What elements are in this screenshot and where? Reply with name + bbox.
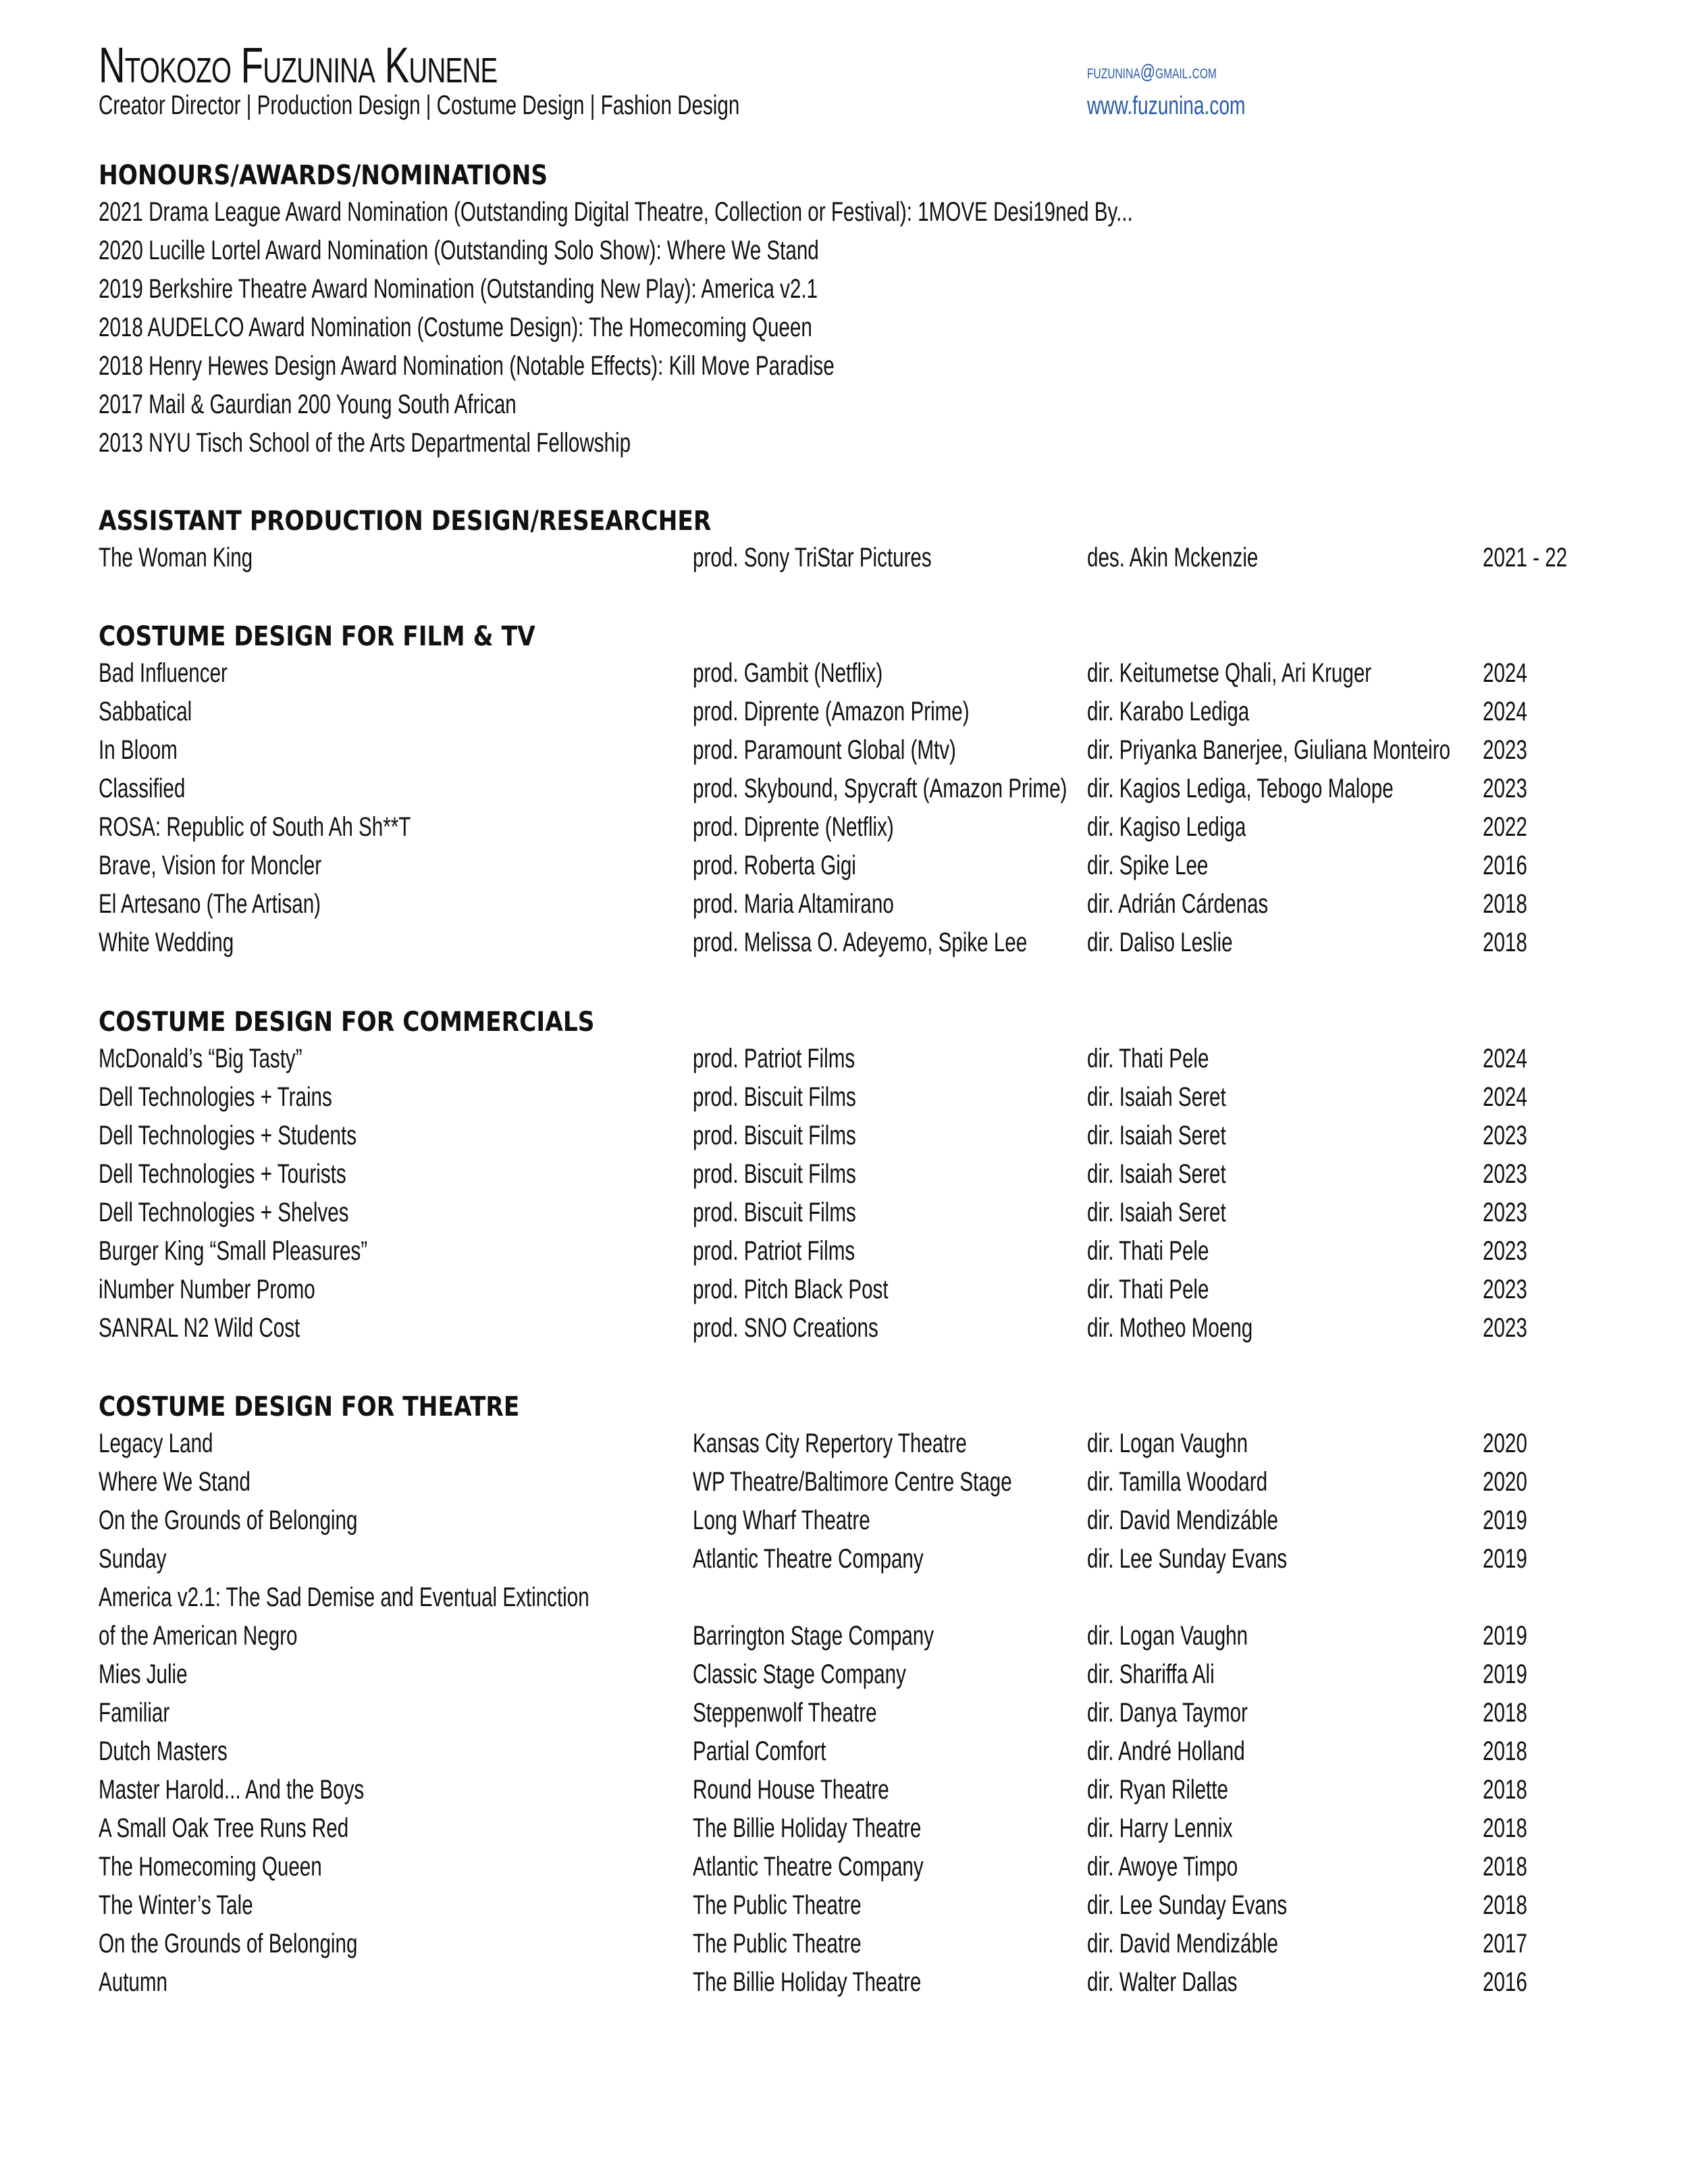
director-cell: dir. David Mendizáble [1087,1506,1278,1535]
director-cell: dir. Harry Lennix [1087,1813,1233,1843]
director-cell: dir. Thati Pele [1087,1044,1209,1073]
director-cell: dir. Walter Dallas [1087,1967,1238,1997]
year-cell: 2019 [1483,1659,1527,1689]
title-cell: Familiar [99,1698,170,1728]
title-cell: Where We Stand [99,1467,250,1497]
production-cell: prod. Patriot Films [693,1044,855,1073]
production-cell: Steppenwolf Theatre [693,1698,877,1728]
production-cell: Barrington Stage Company [693,1621,934,1651]
production-cell: Atlantic Theatre Company [693,1852,924,1882]
year-cell: 2024 [1483,1044,1527,1073]
credit-row [99,1540,1611,1578]
year-cell: 2023 [1483,1159,1527,1189]
director-cell: dir. Thati Pele [1087,1236,1209,1266]
year-cell: 2023 [1483,774,1527,803]
website-link[interactable]: www.fuzunina.com [1087,92,1246,120]
director-cell: dir. André Holland [1087,1736,1245,1766]
year-cell: 2018 [1483,1890,1527,1920]
title-cell: The Homecoming Queen [99,1852,322,1882]
film-tv-rows [99,654,1611,962]
title-cell: Brave, Vision for Moncler [99,851,322,880]
year-cell: 2019 [1483,1544,1527,1574]
director-cell: dir. Logan Vaughn [1087,1429,1248,1458]
year-cell: 2024 [1483,658,1527,688]
director-cell: dir. Keitumetse Qhali, Ari Kruger [1087,658,1372,688]
title-cell: Burger King “Small Pleasures” [99,1236,368,1266]
title-cell: Bad Influencer [99,658,228,688]
year-cell: 2023 [1483,735,1527,765]
production-cell: prod. Pitch Black Post [693,1275,889,1304]
year-cell: 2020 [1483,1467,1527,1497]
year-cell: 2018 [1483,1813,1527,1843]
production-cell: Atlantic Theatre Company [693,1544,924,1574]
credit-row [99,847,1611,885]
credit-row [99,1578,1611,1617]
honours-list [99,193,1611,462]
director-cell: dir. Isaiah Seret [1087,1198,1226,1227]
year-cell: 2020 [1483,1429,1527,1458]
title-cell: On the Grounds of Belonging [99,1506,358,1535]
title-cell: Autumn [99,1967,168,1997]
honour-item: 2020 Lucille Lortel Award Nomination (Outstanding Solo Show): Where We Stand [99,236,819,265]
title-cell: ROSA: Republic of South Ah Sh**T [99,812,411,842]
production-cell: The Public Theatre [693,1890,862,1920]
year-cell: 2016 [1483,1967,1527,1997]
director-cell: dir. Lee Sunday Evans [1087,1544,1288,1574]
credit-row [99,1155,1611,1194]
credit-row [99,885,1611,924]
production-cell: prod. Maria Altamirano [693,889,894,919]
commercials-rows [99,1040,1611,1348]
theatre-heading: COSTUME DESIGN FOR THEATRE [99,1391,520,1422]
year-cell: 2019 [1483,1621,1527,1651]
credit-row [99,1501,1611,1540]
director-cell: dir. Tamilla Woodard [1087,1467,1268,1497]
production-cell: prod. Skybound, Spycraft (Amazon Prime) [693,774,1067,803]
year-cell: 2024 [1483,1082,1527,1112]
credit-row [99,539,1611,577]
honour-item: 2018 Henry Hewes Design Award Nomination (Notable Effects): Kill Move Paradise [99,351,835,381]
credit-row [99,1963,1611,2002]
director-cell: dir. Daliso Leslie [1087,928,1233,957]
production-cell: Round House Theatre [693,1775,889,1805]
credit-row [99,1732,1611,1771]
title-cell: Legacy Land [99,1429,213,1458]
honour-item: 2017 Mail & Gaurdian 200 Young South African [99,390,517,419]
title-cell: Dell Technologies + Tourists [99,1159,346,1189]
production-cell: prod. Biscuit Films [693,1082,856,1112]
credit-row [99,693,1611,731]
director-cell: dir. Danya Taymor [1087,1698,1248,1728]
title-cell: of the American Negro [99,1621,298,1651]
title-cell: Dell Technologies + Students [99,1121,357,1150]
email-link[interactable]: fuzunina@gmail.com [1087,61,1217,83]
director-cell: dir. Ryan Rilette [1087,1775,1228,1805]
credit-row [99,1078,1611,1117]
production-cell: prod. Biscuit Films [693,1159,856,1189]
credit-row [99,1809,1611,1848]
assistant-heading: ASSISTANT PRODUCTION DESIGN/RESEARCHER [99,506,712,537]
title-cell: iNumber Number Promo [99,1275,315,1304]
year-cell: 2017 [1483,1929,1527,1959]
year-cell: 2018 [1483,1775,1527,1805]
title-cell: Sabbatical [99,697,192,726]
director-cell: dir. Spike Lee [1087,851,1209,880]
credit-row [99,1309,1611,1348]
theatre-rows [99,1424,1611,2002]
production-cell: prod. Biscuit Films [693,1121,856,1150]
director-cell: des. Akin Mckenzie [1087,543,1259,572]
director-cell: dir. Motheo Moeng [1087,1313,1253,1343]
director-cell: dir. Awoye Timpo [1087,1852,1238,1882]
production-cell: prod. Diprente (Amazon Prime) [693,697,970,726]
production-cell: Kansas City Repertory Theatre [693,1429,967,1458]
credit-row [99,1617,1611,1655]
honours-heading: HONOURS/AWARDS/NOMINATIONS [99,160,548,191]
title-cell: In Bloom [99,735,178,765]
theatre-section [99,1389,1611,2002]
honours-section [99,158,1611,462]
year-cell: 2018 [1483,1852,1527,1882]
year-cell: 2023 [1483,1198,1527,1227]
director-cell: dir. Isaiah Seret [1087,1121,1226,1150]
credit-row [99,1771,1611,1809]
assistant-section [99,504,1611,577]
production-cell: prod. Biscuit Films [693,1198,856,1227]
year-cell: 2016 [1483,851,1527,880]
title-cell: Classified [99,774,186,803]
credit-row [99,731,1611,770]
assistant-rows [99,539,1611,577]
year-cell: 2023 [1483,1236,1527,1266]
director-cell: dir. Priyanka Banerjee, Giuliana Monteiro [1087,735,1451,765]
credit-row [99,924,1611,962]
production-cell: WP Theatre/Baltimore Centre Stage [693,1467,1012,1497]
year-cell: 2018 [1483,928,1527,957]
title-cell: Dell Technologies + Trains [99,1082,332,1112]
credit-row [99,770,1611,808]
production-cell: Classic Stage Company [693,1659,906,1689]
year-cell: 2023 [1483,1275,1527,1304]
year-cell: 2019 [1483,1506,1527,1535]
production-cell: prod. Melissa O. Adeyemo, Spike Lee [693,928,1028,957]
credit-row [99,1925,1611,1963]
year-cell: 2023 [1483,1313,1527,1343]
title-cell: El Artesano (The Artisan) [99,889,321,919]
director-cell: dir. Kagios Lediga, Tebogo Malope [1087,774,1394,803]
title-cell: Dutch Masters [99,1736,228,1766]
title-cell: McDonald’s “Big Tasty” [99,1044,302,1073]
production-cell: The Billie Holiday Theatre [693,1967,922,1997]
year-cell: 2018 [1483,1736,1527,1766]
credit-row [99,1117,1611,1155]
production-cell: prod. Diprente (Netflix) [693,812,894,842]
title-cell: A Small Oak Tree Runs Red [99,1813,349,1843]
director-cell: dir. Isaiah Seret [1087,1082,1226,1112]
production-cell: prod. Roberta Gigi [693,851,856,880]
person-name: Ntokozo Fuzunina Kunene [99,37,498,93]
production-cell: prod. Sony TriStar Pictures [693,543,932,572]
title-cell: Dell Technologies + Shelves [99,1198,349,1227]
credit-row [99,1655,1611,1694]
credit-row [99,1194,1611,1232]
film-tv-heading: COSTUME DESIGN FOR FILM & TV [99,621,535,652]
credit-row [99,808,1611,847]
honour-item: 2013 NYU Tisch School of the Arts Departmental Fellowship [99,428,631,458]
production-cell: prod. Paramount Global (Mtv) [693,735,956,765]
director-cell: dir. Kagiso Lediga [1087,812,1246,842]
director-cell: dir. David Mendizáble [1087,1929,1278,1959]
director-cell: dir. Thati Pele [1087,1275,1209,1304]
title-cell: Sunday [99,1544,167,1574]
title-cell: The Woman King [99,543,253,572]
credit-row [99,1886,1611,1925]
film-tv-section [99,619,1611,962]
director-cell: dir. Shariffa Ali [1087,1659,1215,1689]
credit-row [99,654,1611,693]
credit-row [99,1040,1611,1078]
commercials-heading: COSTUME DESIGN FOR COMMERCIALS [99,1007,595,1038]
director-cell: dir. Adrián Cárdenas [1087,889,1269,919]
credit-row [99,1463,1611,1501]
title-cell: The Winter’s Tale [99,1890,253,1920]
director-cell: dir. Isaiah Seret [1087,1159,1226,1189]
honour-item: 2021 Drama League Award Nomination (Outstanding Digital Theatre, Collection or Festival): 1MOVE Desi19ned By... [99,197,1133,227]
credit-row [99,1232,1611,1271]
year-cell: 2023 [1483,1121,1527,1150]
year-cell: 2024 [1483,697,1527,726]
production-cell: prod. Patriot Films [693,1236,855,1266]
production-cell: prod. SNO Creations [693,1313,878,1343]
title-cell: White Wedding [99,928,234,957]
credit-row [99,1694,1611,1732]
production-cell: Long Wharf Theatre [693,1506,870,1535]
production-cell: Partial Comfort [693,1736,826,1766]
year-cell: 2021 - 22 [1483,543,1568,572]
honour-item: 2019 Berkshire Theatre Award Nomination (Outstanding New Play): America v2.1 [99,274,818,304]
title-cell: SANRAL N2 Wild Cost [99,1313,300,1343]
title-cell: Mies Julie [99,1659,188,1689]
production-cell: The Billie Holiday Theatre [693,1813,922,1843]
year-cell: 2018 [1483,1698,1527,1728]
tagline: Creator Director | Production Design | Costume Design | Fashion Design [99,90,740,120]
honour-item: 2018 AUDELCO Award Nomination (Costume Design): The Homecoming Queen [99,313,812,342]
title-cell: On the Grounds of Belonging [99,1929,358,1959]
production-cell: The Public Theatre [693,1929,862,1959]
title-cell: America v2.1: The Sad Demise and Eventual Extinction [99,1582,589,1612]
year-cell: 2022 [1483,812,1527,842]
commercials-section [99,1005,1611,1348]
director-cell: dir. Logan Vaughn [1087,1621,1248,1651]
director-cell: dir. Lee Sunday Evans [1087,1890,1288,1920]
credit-row [99,1271,1611,1309]
title-cell: Master Harold... And the Boys [99,1775,365,1805]
year-cell: 2018 [1483,889,1527,919]
director-cell: dir. Karabo Lediga [1087,697,1250,726]
production-cell: prod. Gambit (Netflix) [693,658,883,688]
credit-row [99,1848,1611,1886]
credit-row [99,1424,1611,1463]
